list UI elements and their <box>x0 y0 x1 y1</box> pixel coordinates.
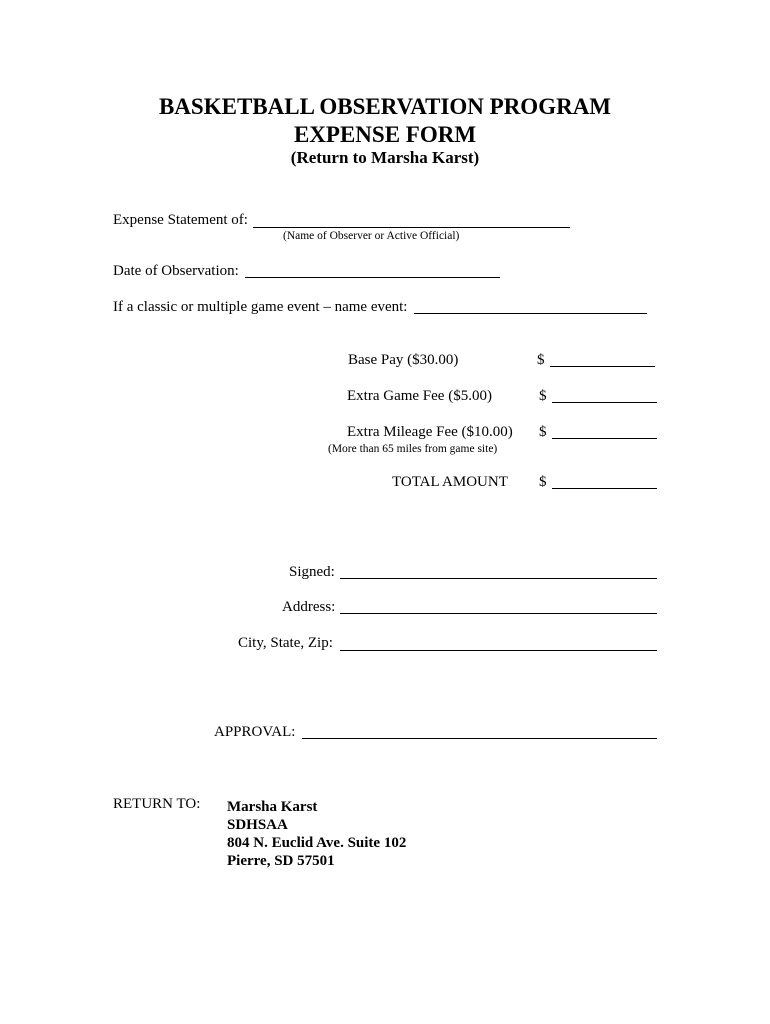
total-amount-field[interactable] <box>552 488 657 489</box>
extra-mileage-fee-label: Extra Mileage Fee ($10.00) <box>347 424 513 440</box>
event-name-field[interactable] <box>414 313 647 314</box>
form-subtitle: (Return to Marsha Karst) <box>290 148 480 167</box>
signed-field[interactable] <box>340 578 657 579</box>
return-to-name: Marsha Karst <box>227 799 318 815</box>
address-field[interactable] <box>340 613 657 614</box>
approval-field[interactable] <box>302 738 657 739</box>
extra-mileage-fee-currency: $ <box>539 424 547 440</box>
form-title-line1: BASKETBALL OBSERVATION PROGRAM <box>158 94 612 119</box>
event-name-label: If a classic or multiple game event – name event: <box>113 299 408 315</box>
extra-game-fee-currency: $ <box>539 388 547 404</box>
form-title-line2: EXPENSE FORM <box>293 122 477 147</box>
mileage-note: (More than 65 miles from game site) <box>328 443 498 455</box>
extra-mileage-fee-field[interactable] <box>552 438 657 439</box>
base-pay-currency: $ <box>537 352 545 368</box>
total-amount-currency: $ <box>539 474 547 490</box>
total-amount-label: TOTAL AMOUNT <box>392 474 508 490</box>
return-to-org: SDHSAA <box>227 817 288 833</box>
return-to-street: 804 N. Euclid Ave. Suite 102 <box>227 835 407 851</box>
base-pay-label: Base Pay ($30.00) <box>348 352 459 368</box>
signed-label: Signed: <box>289 564 335 580</box>
city-state-zip-field[interactable] <box>340 650 657 651</box>
base-pay-field[interactable] <box>550 366 655 367</box>
extra-game-fee-label: Extra Game Fee ($5.00) <box>347 388 492 404</box>
address-label: Address: <box>282 599 336 615</box>
extra-game-fee-field[interactable] <box>552 402 657 403</box>
date-of-observation-field[interactable] <box>245 277 500 278</box>
expense-statement-field[interactable] <box>253 227 570 228</box>
date-of-observation-label: Date of Observation: <box>113 263 239 279</box>
expense-statement-label: Expense Statement of: <box>113 212 248 228</box>
expense-statement-hint: (Name of Observer or Active Official) <box>283 230 460 242</box>
return-to-city: Pierre, SD 57501 <box>227 853 335 869</box>
return-to-label: RETURN TO: <box>113 796 201 812</box>
city-state-zip-label: City, State, Zip: <box>238 635 333 651</box>
approval-label: APPROVAL: <box>214 724 296 740</box>
